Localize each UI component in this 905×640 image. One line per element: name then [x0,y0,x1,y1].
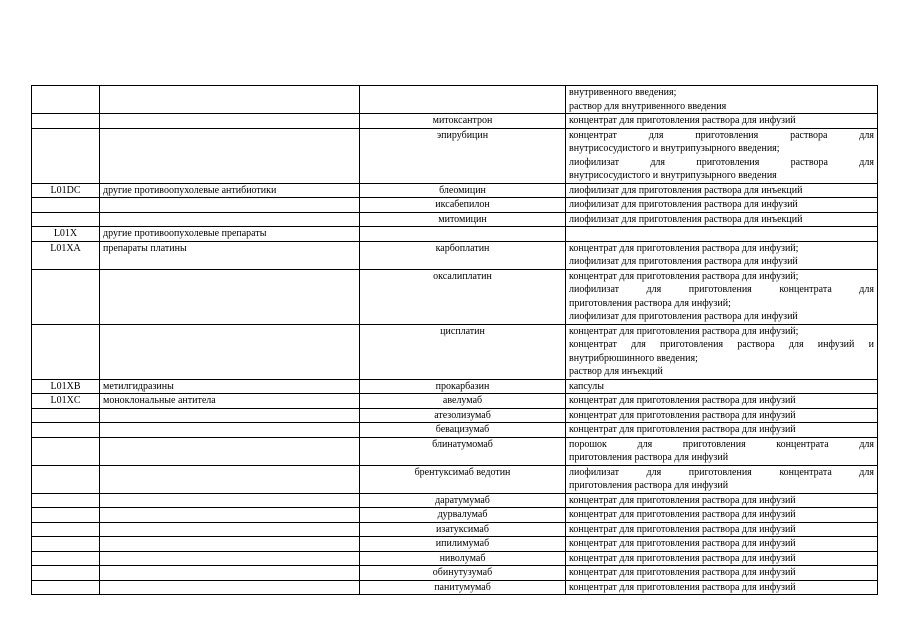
table-row [32,379,878,394]
drug-name-cell: эпирубицин [360,128,566,183]
table-row [32,198,878,213]
atc-group-cell [100,537,360,552]
atc-code-cell: L01XC [32,394,100,409]
atc-code-cell [32,522,100,537]
atc-group-cell [100,437,360,465]
atc-group-cell: метилгидразины [100,379,360,394]
dosage-form-line: приготовления раствора для инфузий [569,480,729,491]
dosage-form-line: лиофилизат для приготовления раствора для инъекций [569,184,803,196]
atc-code-cell [32,212,100,227]
drug-name-cell: панитумумаб [360,580,566,595]
dosage-form-cell [566,408,878,423]
dosage-form-line: раствор для внутривенного введения [569,100,727,112]
atc-code-cell [32,423,100,438]
dosage-form-cell [566,269,878,324]
drug-table-body [32,86,878,595]
table-row [32,394,878,409]
atc-code-cell: L01XB [32,379,100,394]
atc-group-cell [100,551,360,566]
dosage-form-line: внутрибрюшинного введения; [569,352,698,364]
atc-code-cell: L01XA [32,241,100,269]
drug-name-cell: изатуксимаб [360,522,566,537]
dosage-form-line: концентрат для приготовления раствора для инфузий [569,538,796,549]
drug-name-cell: карбоплатин [360,241,566,269]
dosage-form-line: концентрат для приготовления раствора для инфузий [569,409,796,421]
drug-name-cell: брентуксимаб ведотин [360,465,566,493]
table-row [32,212,878,227]
drug-name-cell: атезолизумаб [360,408,566,423]
dosage-form-line: раствор для инъекций [569,366,663,377]
dosage-form-cell [566,551,878,566]
dosage-form-cell [566,183,878,198]
drug-name-cell: иксабепилон [360,198,566,213]
atc-group-cell [100,86,360,114]
drug-name-cell: дурвалумаб [360,508,566,523]
table-row [32,241,878,269]
drug-table [31,85,878,595]
dosage-form-cell [566,212,878,227]
drug-name-cell [360,227,566,242]
table-row [32,423,878,438]
drug-name-cell: блеомицин [360,183,566,198]
dosage-form-cell [566,537,878,552]
atc-group-cell: другие противоопухолевые антибиотики [100,183,360,198]
dosage-form-line: концентрат для приготовления раствора для инфузий [569,115,796,126]
dosage-form-line: концентрат для приготовления раствора для инфузий [569,581,796,593]
atc-group-cell: моноклональные антитела [100,394,360,409]
dosage-form-line: приготовления раствора для инфузий [569,452,729,463]
dosage-form-line: капсулы [569,380,604,392]
dosage-form-cell [566,394,878,409]
drug-name-cell: митомицин [360,212,566,227]
atc-group-cell [100,566,360,581]
atc-code-cell [32,114,100,129]
dosage-form-line: лиофилизат для приготовления раствора для инфузий [569,199,798,210]
dosage-form-line: лиофилизат для приготовления раствора для инфузий [569,311,798,322]
dosage-form-cell [566,508,878,523]
dosage-form-cell [566,324,878,379]
atc-code-cell [32,580,100,595]
table-row [32,269,878,324]
table-row [32,493,878,508]
atc-group-cell [100,114,360,129]
dosage-form-line: концентрат для приготовления раствора для инфузий; [569,325,799,337]
dosage-form-cell [566,227,878,242]
drug-name-cell: митоксантрон [360,114,566,129]
atc-code-cell [32,566,100,581]
table-row [32,408,878,423]
dosage-form-cell [566,437,878,465]
table-row [32,86,878,114]
atc-code-cell [32,537,100,552]
drug-name-cell: ипилимумаб [360,537,566,552]
atc-group-cell: другие противоопухолевые препараты [100,227,360,242]
drug-name-cell: блинатумомаб [360,437,566,465]
dosage-form-cell [566,493,878,508]
dosage-form-cell [566,86,878,114]
atc-code-cell [32,408,100,423]
atc-code-cell: L01DC [32,183,100,198]
dosage-form-cell [566,114,878,129]
dosage-form-line: лиофилизат для приготовления раствора для [569,156,874,168]
atc-code-cell [32,493,100,508]
drug-name-cell: оксалиплатин [360,269,566,324]
drug-name-cell: обинутузумаб [360,566,566,581]
atc-group-cell [100,198,360,213]
atc-code-cell [32,324,100,379]
dosage-form-cell [566,580,878,595]
dosage-form-line: лиофилизат для приготовления концентрата для [569,284,874,295]
dosage-form-line: концентрат для приготовления раствора для инфузий [569,424,796,435]
dosage-form-line: лиофилизат для приготовления концентрата для [569,466,874,478]
atc-group-cell [100,580,360,595]
table-row [32,508,878,523]
dosage-form-cell [566,379,878,394]
dosage-form-line: концентрат для приготовления раствора для инфузий; [569,270,799,282]
atc-group-cell [100,508,360,523]
atc-code-cell: L01X [32,227,100,242]
table-row [32,522,878,537]
dosage-form-line: внутривенного введения; [569,87,677,98]
table-row [32,114,878,129]
atc-code-cell [32,508,100,523]
dosage-form-line: концентрат для приготовления раствора для инфузий и [569,339,874,350]
atc-code-cell [32,86,100,114]
atc-group-cell [100,212,360,227]
dosage-form-line: лиофилизат для приготовления раствора для инфузий [569,256,798,267]
dosage-form-cell [566,198,878,213]
dosage-form-cell [566,423,878,438]
dosage-form-line: лиофилизат для приготовления раствора для инъекций [569,213,803,225]
dosage-form-line: концентрат для приготовления раствора для инфузий [569,509,796,520]
drug-name-cell: бевацизумаб [360,423,566,438]
dosage-form-line: внутрисосудистого и внутрипузырного введения [569,170,777,181]
drug-name-cell: авелумаб [360,394,566,409]
drug-name-cell: цисплатин [360,324,566,379]
drug-name-cell [360,86,566,114]
table-row [32,580,878,595]
dosage-form-line: внутрисосудистого и внутрипузырного введения; [569,143,780,154]
atc-group-cell [100,128,360,183]
atc-group-cell [100,324,360,379]
dosage-form-line: порошок для приготовления концентрата для [569,438,874,450]
dosage-form-line: концентрат для приготовления раствора для инфузий [569,552,796,564]
drug-name-cell: ниволумаб [360,551,566,566]
table-row [32,566,878,581]
atc-code-cell [32,269,100,324]
atc-group-cell [100,269,360,324]
dosage-form-line: концентрат для приготовления раствора для инфузий [569,567,796,578]
dosage-form-line: концентрат для приготовления раствора для инфузий [569,494,796,506]
table-row [32,465,878,493]
dosage-form-line: концентрат для приготовления раствора для инфузий; [569,242,799,254]
atc-code-cell [32,551,100,566]
dosage-form-cell [566,241,878,269]
table-row [32,551,878,566]
dosage-form-cell [566,522,878,537]
dosage-form-cell [566,128,878,183]
dosage-form-cell [566,465,878,493]
table-row [32,537,878,552]
atc-group-cell [100,423,360,438]
dosage-form-line: приготовления раствора для инфузий; [569,297,731,309]
atc-group-cell [100,522,360,537]
dosage-form-cell [566,566,878,581]
table-row [32,227,878,242]
atc-group-cell [100,465,360,493]
atc-group-cell: препараты платины [100,241,360,269]
atc-code-cell [32,198,100,213]
dosage-form-line: концентрат для приготовления раствора для инфузий [569,395,796,406]
drug-name-cell: даратумумаб [360,493,566,508]
atc-code-cell [32,128,100,183]
atc-code-cell [32,465,100,493]
atc-group-cell [100,408,360,423]
table-row [32,437,878,465]
dosage-form-line: концентрат для приготовления раствора для инфузий [569,523,796,535]
table-row [32,128,878,183]
atc-group-cell [100,493,360,508]
table-row [32,324,878,379]
drug-name-cell: прокарбазин [360,379,566,394]
dosage-form-line: концентрат для приготовления раствора для [569,129,874,141]
table-row [32,183,878,198]
atc-code-cell [32,437,100,465]
